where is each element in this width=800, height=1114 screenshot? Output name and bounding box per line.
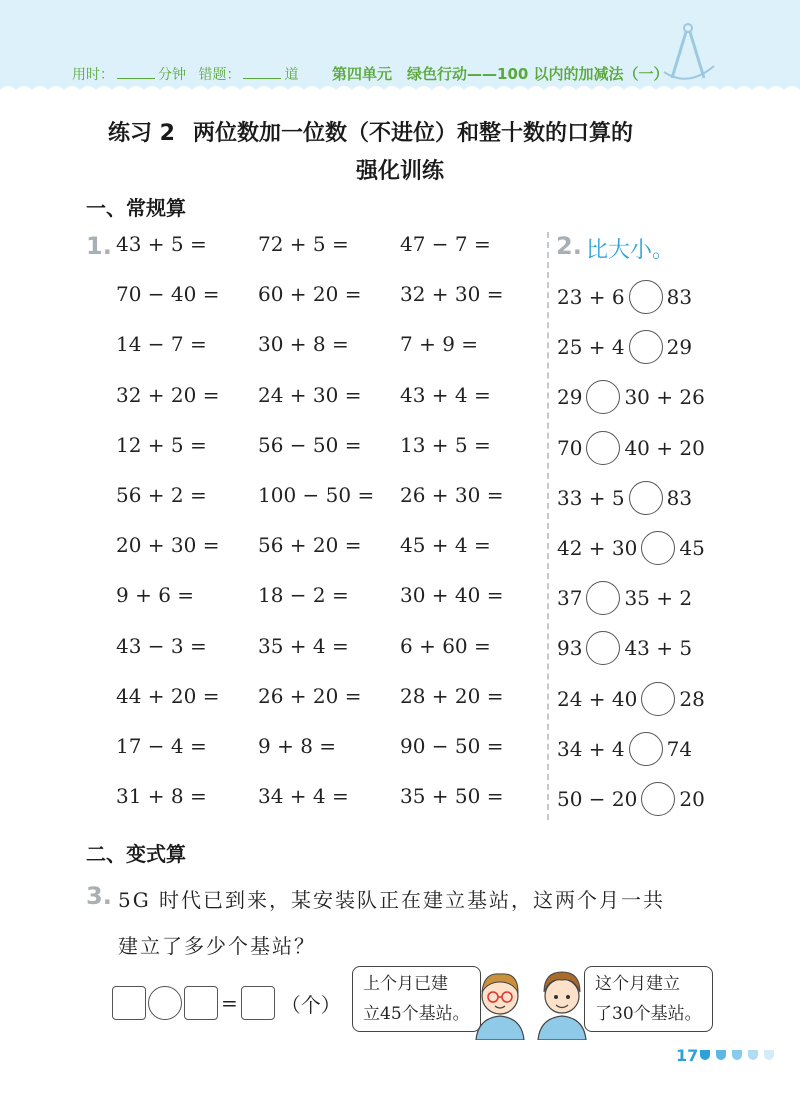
answer-equation [112,986,341,1020]
errors-label: 错题： [198,67,241,83]
section-heading-1: 一、常规算 [86,196,186,220]
compare-item [557,431,705,465]
compare-answer-circle[interactable] [629,280,663,314]
dot-icon [716,1050,726,1060]
compare-right: 35 + 2 [624,586,693,610]
exercise-title-line1: 两位数加一位数（不进位）和整十数的口算的 [192,121,633,146]
problem-1-number: 1. [86,232,112,260]
compare-left: 50 − 20 [557,787,638,811]
compare-answer-circle[interactable] [629,732,663,766]
equals-sign: = [221,991,238,1015]
compare-right: 20 [679,787,705,811]
arithmetic-item[interactable]: 32 + 20 = [116,383,220,407]
answer-box-1[interactable] [112,986,146,1020]
answer-box-2[interactable] [184,986,218,1020]
arithmetic-item[interactable]: 44 + 20 = [116,684,220,708]
arithmetic-item[interactable]: 70 − 40 = [116,282,220,306]
compare-right: 83 [666,285,693,309]
arithmetic-item[interactable]: 43 + 5 = [116,232,207,256]
speech-bubble-left [352,966,481,1032]
compass-icon [660,22,716,84]
arithmetic-item[interactable]: 14 − 7 = [116,332,207,356]
time-label: 用时： [72,67,114,83]
arithmetic-item[interactable]: 47 − 7 = [400,232,491,256]
problems-label: 道 [284,67,299,83]
arithmetic-item[interactable]: 26 + 30 = [400,483,504,507]
problem-2-title: 比大小。 [586,238,675,263]
problem-3-line1: 5G 时代已到来，某安装队正在建立基站，这两个月一共 [118,888,666,912]
problem-3-number: 3. [86,882,112,910]
arithmetic-item[interactable]: 100 − 50 = [258,483,375,507]
exercise-number: 练习 2 [108,121,175,146]
compare-right: 40 + 20 [624,436,705,460]
arithmetic-item[interactable]: 28 + 20 = [400,684,504,708]
timing-line [72,64,298,84]
dot-icon [700,1050,710,1060]
arithmetic-item[interactable]: 17 − 4 = [116,734,207,758]
compare-item [557,380,705,414]
compare-left: 70 [557,436,583,460]
column-divider [547,232,549,820]
compare-left: 93 [557,636,583,660]
arithmetic-item[interactable]: 26 + 20 = [258,684,362,708]
arithmetic-item[interactable]: 7 + 9 = [400,332,479,356]
arithmetic-item[interactable]: 56 + 2 = [116,483,207,507]
arithmetic-item[interactable]: 24 + 30 = [258,383,362,407]
compare-right: 29 [666,335,693,359]
unit-label: （个） [280,992,341,1017]
arithmetic-item[interactable]: 31 + 8 = [116,784,207,808]
minute-label: 分钟 [158,67,186,83]
minutes-blank[interactable] [117,67,155,79]
arithmetic-item[interactable]: 6 + 60 = [400,634,491,658]
compare-item [557,782,705,816]
compare-left: 33 + 5 [557,486,625,510]
bubble-right-line2: 了30个基站。 [595,1004,702,1024]
arithmetic-item[interactable]: 35 + 50 = [400,784,504,808]
compare-left: 25 + 4 [557,335,625,359]
dot-icon [764,1050,774,1060]
arithmetic-item[interactable]: 43 − 3 = [116,634,207,658]
arithmetic-item[interactable]: 35 + 4 = [258,634,349,658]
arithmetic-item[interactable]: 13 + 5 = [400,433,491,457]
arithmetic-item[interactable]: 30 + 8 = [258,332,349,356]
arithmetic-item[interactable]: 43 + 4 = [400,383,491,407]
compare-left: 29 [557,385,583,409]
dot-icon [748,1050,758,1060]
compare-right: 43 + 5 [624,636,693,660]
compare-answer-circle[interactable] [641,782,675,816]
arithmetic-item[interactable]: 9 + 8 = [258,734,337,758]
page-decoration-dots [700,1050,780,1060]
arithmetic-item[interactable]: 56 + 20 = [258,533,362,557]
compare-answer-circle[interactable] [641,531,675,565]
problem-2-number: 2. [556,232,582,260]
compare-answer-circle[interactable] [586,431,620,465]
arithmetic-item[interactable]: 72 + 5 = [258,232,349,256]
arithmetic-item[interactable]: 34 + 4 = [258,784,349,808]
compare-item [557,581,692,615]
speech-bubble-right [584,966,713,1032]
compare-right: 83 [666,486,693,510]
errors-blank[interactable] [243,67,281,79]
boy-with-glasses-illustration [470,966,530,1040]
arithmetic-item[interactable]: 32 + 30 = [400,282,504,306]
compare-answer-circle[interactable] [641,682,675,716]
arithmetic-item[interactable]: 30 + 40 = [400,583,504,607]
dot-icon [732,1050,742,1060]
operator-circle[interactable] [148,986,182,1020]
section-heading-2: 二、变式算 [86,842,186,866]
arithmetic-item[interactable]: 90 − 50 = [400,734,504,758]
compare-item [557,481,692,515]
compare-right: 45 [679,536,705,560]
arithmetic-item[interactable]: 56 − 50 = [258,433,362,457]
page-header [0,0,800,92]
compare-answer-circle[interactable] [586,631,620,665]
page-number: 17 [676,1046,699,1065]
arithmetic-item[interactable]: 9 + 6 = [116,583,195,607]
problem-3-line2: 建立了多少个基站？ [118,934,316,958]
bubble-left-line2: 立45个基站。 [363,1004,470,1024]
compare-answer-circle[interactable] [629,330,663,364]
compare-right: 28 [679,687,705,711]
answer-box-result[interactable] [241,986,275,1020]
compare-left: 23 + 6 [557,285,625,309]
bubble-left-line1: 上个月已建 [363,974,448,994]
compare-right: 74 [666,737,693,761]
exercise-title-line2: 强化训练 [355,159,444,184]
unit-title: 第四单元 绿色行动——100 以内的加减法（一） [332,65,669,83]
compare-answer-circle[interactable] [586,380,620,414]
compare-left: 34 + 4 [557,737,625,761]
exercise-title [108,116,633,147]
scallop-edge [0,84,800,92]
compare-left: 24 + 40 [557,687,638,711]
compare-item [557,682,705,716]
boy-illustration [534,964,590,1040]
compare-item [557,631,692,665]
arithmetic-item[interactable]: 12 + 5 = [116,433,207,457]
bubble-right-line1: 这个月建立 [595,974,680,994]
arithmetic-item[interactable]: 45 + 4 = [400,533,491,557]
compare-item [557,280,692,314]
arithmetic-item[interactable]: 18 − 2 = [258,583,349,607]
arithmetic-item[interactable]: 60 + 20 = [258,282,362,306]
arithmetic-item[interactable]: 20 + 30 = [116,533,220,557]
compare-item [557,330,692,364]
compare-left: 37 [557,586,583,610]
compare-answer-circle[interactable] [629,481,663,515]
compare-right: 30 + 26 [624,385,705,409]
compare-item [557,732,692,766]
compare-left: 42 + 30 [557,536,638,560]
compare-item [557,531,705,565]
compare-answer-circle[interactable] [586,581,620,615]
